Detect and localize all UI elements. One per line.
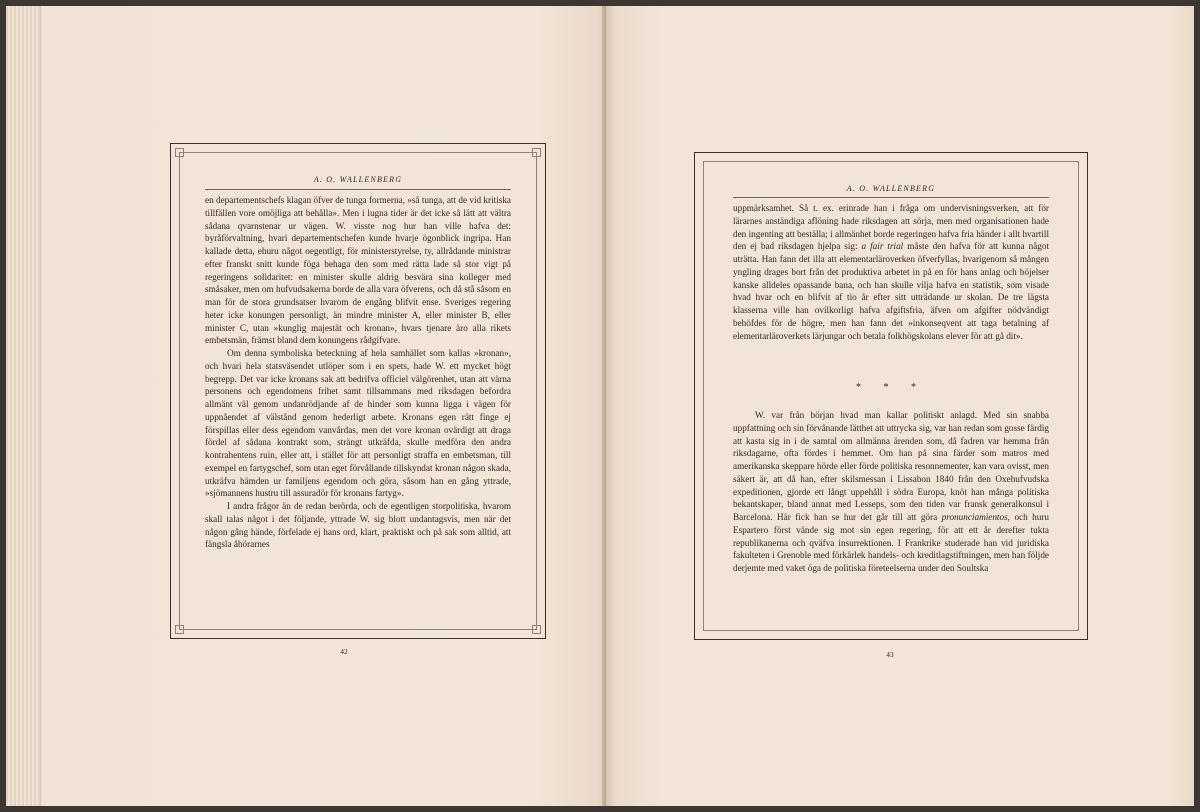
left-text-frame xyxy=(170,143,546,639)
frame-corner-ornament xyxy=(175,625,184,634)
left-body-text xyxy=(205,194,511,551)
frame-corner-ornament xyxy=(532,625,541,634)
text-run: uppmärksamhet. Så t. ex. erinrade han i fråga om undervisningsverken, att för lärarnes anständiga aflöning hade riksdagen att sörja, men med organisationen hade den ingenting att beställa; i allmänhet borde regeringen hafva fria händer i allt hvartill den ej bad riksdagen hjelpa sig: xyxy=(733,203,1049,252)
left-page xyxy=(6,6,606,806)
italic-phrase: pronunciamientos, xyxy=(941,512,1010,522)
right-page xyxy=(606,6,1194,806)
running-head: A. O. WALLENBERG xyxy=(313,175,403,184)
section-divider: * * * xyxy=(856,382,926,393)
page-number: 43 xyxy=(886,650,894,659)
head-rule xyxy=(205,189,511,190)
paragraph xyxy=(733,202,1049,342)
right-text-frame xyxy=(694,152,1088,640)
book-spread xyxy=(6,6,1194,806)
frame-corner-ornament xyxy=(532,148,541,157)
italic-phrase: a fair trial xyxy=(861,241,904,252)
paragraph: en departementschefs klagan öfver de tunga formerna, »så tunga, att de vid kritiska tillfällen vore omöjliga att behålla». Men i lugna tider är det icke så lätt att vältra sådana qvarnstenar ur vägen. W. visste nog hur han ville hafva det: byråförvaltning, hvari departementschefen kunde hvarje ögonblick ingripa. Han kallade detta, ehuru något oegentligt, för ministerstyrelse, ty, allrådande ministrar efter franskt snitt kunde föga behaga den som med rätta lade så stor vigt på regeringens solidaritet: en minister skulle aldrig besvära sina kolleger med småsaker, men om hufvudsakerna borde de alla vara öfverens, och då stå såsom en man för de stora grundsatser hvarom de engång blifvit ense. Sveriges regering heter icke konungen personligt, än mindre minister A, eller minister B, eller minister C, utan »kunglig majestät och kronan», hvars tjenare äro alla rikets embetsmän, främst bland dem konungens rådgifvare. xyxy=(205,195,511,346)
paragraph: I andra frågor än de redan berörda, och de egentligen storpolitiska, hvarom skall talas något i det följande, yttrade W. sig blott undantagsvis, men när det någon gång hände, förfelade ej hans ord, klart, praktiskt och på sak som alltid, att fängsla åhörarnes xyxy=(205,501,511,550)
right-body-text xyxy=(733,409,1049,575)
text-run: och huru Espartero först vände sig mot sin egen regering, för att ett år derefter tukta republikanerna och qväfva insurrektionen. I Frankrike studerade han vid juridiska fakulteten i Grenoble med förkärlek handels- och kreditlagstiftningen, men han följde derjemte med vaket öga de politiska företeelserna under den Soultska xyxy=(733,512,1050,573)
frame-corner-ornament xyxy=(175,148,184,157)
right-body-text xyxy=(733,202,1049,342)
head-rule xyxy=(733,197,1049,198)
paragraph: Om denna symboliska beteckning af hela samhället som kallas »kronan», och hvari hela statsväsendet utlöper som i en spets, hade W. ett mycket högt begrepp. Det var icke kronans sak att bedrifva officiel välgörenhet, utan att värna personens och egendomens frihet samt tillsammans med riksdagen befordra allmänt väl genom undanrödjande af de hinder som kunna ligga i vägen för uppnåendet af välstånd genom hederligt arbete. Kronans egen rätt finge ej förspillas eller dess egendom vanvårdas, men det vore kronan ovärdigt att draga fördel af sådana kontrakt som, strängt utkräfda, skulle medföra den andra kontrahentens ruin, eller att, i stället för att personligt straffa en embetsman, till exempel en fartygschef, som utan eget förvållande tillskyndat kronan någon skada, utkräfva hämden ur familjens egendom och göra, såsom han en gång yttrade, »sjömannens hustru till assuradör för kronans fartyg». xyxy=(205,348,511,499)
running-head: A. O. WALLENBERG xyxy=(846,184,936,193)
page-stack-edge xyxy=(6,6,41,806)
paragraph xyxy=(733,409,1049,575)
text-run: måste den hafva för att kunna något uträtta. Han fann det illa att elementarläroverken öfverfyllas, hvarigenom så mången yngling drages bort från det produktiva arbetet in på en för hans anlag och böjelser kanske alldeles opassande bana, och han skulle vilja hafva en statistik, som visade hvad hvar och en blifvit af tio år efter sitt utträdande ur skolan. De tre lägsta klasserna ville han ovilkorligt hafva afgiftsfria, äfven om afgifter nödvändigt behöfdes för de högre, men han fann det »inkonseqvent att taga betalning af elementarläroverkets lärjungar och betala folkhögskolans elever för att gå dit». xyxy=(733,241,1050,341)
page-number: 42 xyxy=(340,647,348,656)
text-run: W. var från början hvad man kallar politiskt anlagd. Med sin snabba uppfattning och sin förvånande lätthet att uttrycka sig, var han redan som gosse färdig att kasta sig in i de samtal om allmänna ärenden som, då fadren var hemma från riksdagarne, ofta fördes i hemmet. Om han på sina färder som matros med amerikanska skeppare hörde eller förde politiska resonnementer, kan vara ovisst, men säkert är, att då han, efter skilsmessan i Lissabon 1840 från den Oxehufvudska expeditionen, gjorde ett långt uppehåll i södra Europa, knöt han många politiska bekantskaper, bland annat med Lesseps, som den tiden var fransk generalkonsul i Barcelona. Här fick han se hur det går till att göra xyxy=(733,410,1049,522)
